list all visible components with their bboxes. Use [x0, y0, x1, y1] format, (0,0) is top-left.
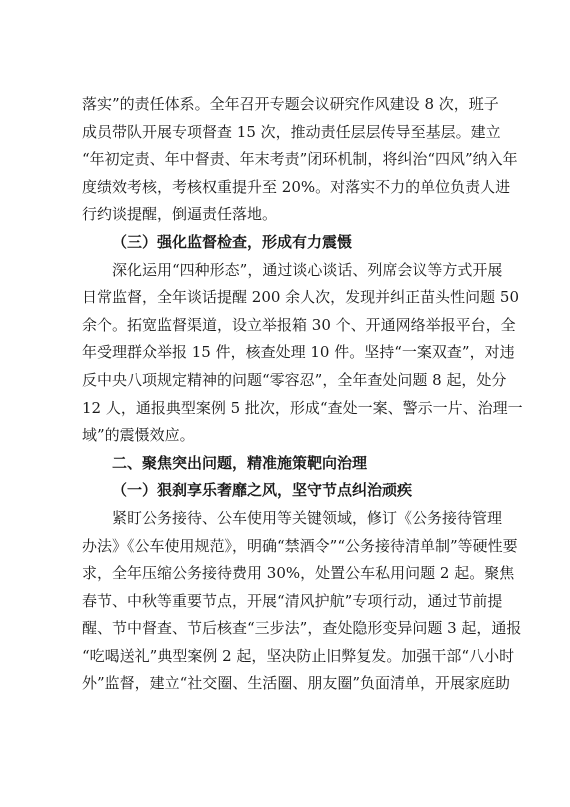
body-line: 深化运用“四种形态”，通过谈心谈话、列席会议等方式开展	[112, 260, 503, 279]
body-line: 落实”的责任体系。全年召开专题会议研究作风建设 8 次，班子	[82, 95, 499, 113]
body-line: 春节、中秋等重要节点，开展“清风护航”专项行动，通过节前提	[82, 591, 503, 610]
body-line: 行约谈提醒，倒逼责任落地。	[82, 205, 278, 224]
body-line: 余个。拓宽监督渠道，设立举报箱 30 个、开通网络举报平台，全	[82, 315, 516, 334]
body-line: 日常监督，全年谈话提醒 200 余人次，发现并纠正苗头性问题 50	[82, 288, 520, 307]
body-line: 12 人，通报典型案例 5 批次，形成“查处一案、警示一片、治理一	[82, 398, 523, 417]
body-line: 度绩效考核，考核权重提升至 20%。对落实不力的单位负责人进	[82, 177, 511, 196]
body-line: 年受理群众举报 15 件，核查处理 10 件。坚持“一案双查”，对违	[82, 343, 515, 362]
body-line: “吃喝送礼”典型案例 2 起，坚决防止旧弊复发。加强干部“八小时	[82, 646, 515, 665]
body-line: 求，全年压缩公务接待费用 30%，处置公车私用问题 2 起。聚焦	[82, 564, 515, 583]
body-line: 外”监督，建立“社交圈、生活圈、朋友圈”负面清单，开展家庭助	[82, 674, 511, 693]
body-line: 醒、节中督查、节后核查“三步法”，查处隐形变异问题 3 起，通报	[82, 619, 522, 638]
body-line: 成员带队开展专项督查 15 次，推动责任层层传导至基层。建立	[82, 122, 501, 141]
body-line: 域”的震慑效应。	[82, 426, 195, 445]
body-line: “年初定责、年中督责、年末考责”闭环机制，将纠治“四风”纳入年	[82, 150, 518, 169]
section-heading: 二、聚焦突出问题，精准施策靶向治理	[112, 453, 368, 472]
body-line: 反中央八项规定精神的问题“零容忍”，全年查处问题 8 起，处分	[82, 370, 507, 389]
body-line: 办法》《公车使用规范》，明确“禁酒令”“公务接待清单制”等硬性要	[82, 536, 518, 555]
document-body	[82, 91, 523, 698]
subsection-heading: （一）狠刹享乐奢靡之风，坚守节点纠治顽疾	[112, 481, 413, 500]
body-line: 紧盯公务接待、公车使用等关键领域，修订《公务接待管理	[112, 508, 503, 527]
subsection-heading: （三）强化监督检查，形成有力震慑	[112, 232, 353, 251]
